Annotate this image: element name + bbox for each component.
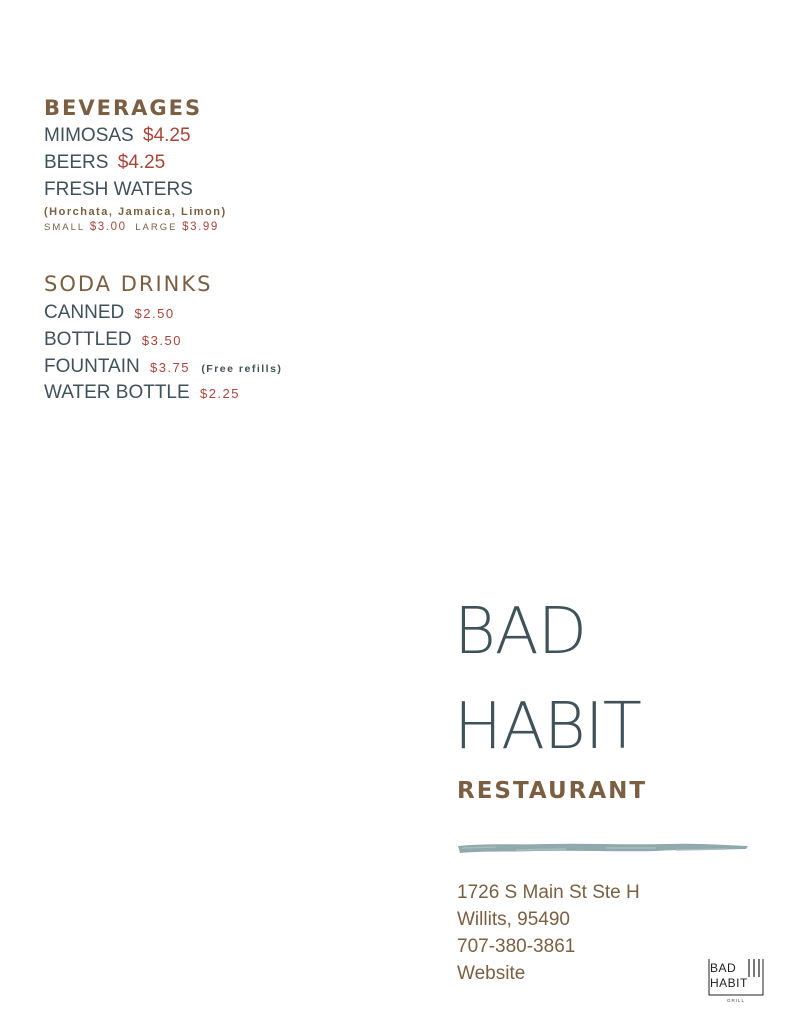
menu-item-water-bottle	[44, 382, 240, 404]
menu-item-bottled	[44, 329, 182, 351]
fresh-waters-flavors: (Horchata, Jamaica, Limon)	[44, 206, 227, 218]
website-link[interactable]: Website	[457, 963, 526, 984]
restaurant-name-line-2: HABIT	[454, 690, 641, 764]
logo-line-1: BAD	[710, 961, 737, 975]
menu-item-fresh-waters	[44, 179, 193, 201]
address-line-1: 1726 S Main St Ste H	[457, 882, 640, 903]
beverages-heading: BEVERAGES	[44, 96, 203, 120]
item-price: $2.25	[199, 386, 241, 401]
menu-item-beers	[44, 152, 165, 174]
item-price: $4.25	[117, 152, 166, 173]
size-large-label: LARGE	[135, 222, 178, 233]
size-small-label: SMALL	[44, 222, 86, 233]
item-name: FRESH WATERS	[44, 179, 193, 200]
item-name: BEERS	[44, 152, 109, 173]
phone-number[interactable]: 707-380-3861	[457, 936, 576, 957]
soda-drinks-heading: SODA DRINKS	[44, 272, 213, 296]
item-name: FOUNTAIN	[44, 356, 140, 377]
logo-line-2: HABIT	[710, 976, 748, 990]
item-price: $3.75	[149, 360, 191, 375]
restaurant-subtitle: RESTAURANT	[457, 778, 648, 804]
brush-stroke-divider	[456, 838, 750, 858]
item-name: CANNED	[44, 302, 125, 323]
restaurant-name-line-1: BAD	[454, 595, 586, 669]
item-name: BOTTLED	[44, 329, 132, 350]
bad-habit-grill-logo	[707, 955, 767, 1009]
item-price: $3.50	[141, 333, 182, 348]
item-price: $2.50	[134, 306, 175, 321]
address-line-2: Willits, 95490	[457, 909, 570, 930]
menu-item-canned	[44, 302, 175, 324]
item-name: MIMOSAS	[44, 125, 134, 146]
item-note: (Free refills)	[201, 363, 283, 375]
menu-item-mimosas	[44, 125, 191, 147]
logo-line-3: GRILL	[727, 998, 746, 1003]
menu-item-fountain	[44, 356, 282, 378]
fresh-waters-sizes	[44, 221, 223, 233]
size-large-price: $3.99	[182, 221, 219, 233]
size-small-price: $3.00	[89, 221, 127, 233]
item-name: WATER BOTTLE	[44, 382, 190, 403]
item-price: $4.25	[143, 125, 191, 146]
